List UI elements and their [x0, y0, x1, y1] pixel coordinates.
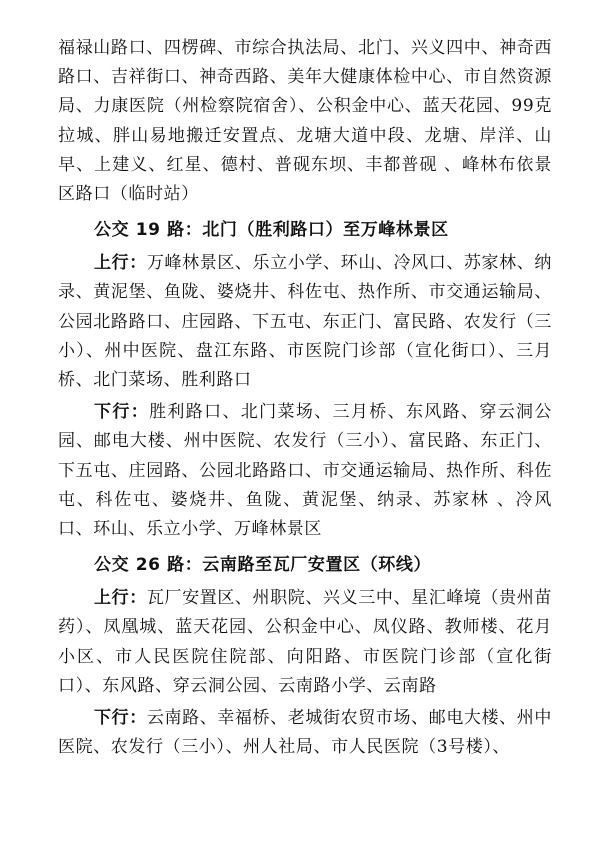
route-19-downward	[58, 398, 552, 544]
route-26-down-stops: 云南路、幸福桥、老城街农贸市场、邮电大楼、州中医院、农发行（三小）、州人社局、市人民医院（3号楼）、	[58, 708, 552, 758]
route-26-downward	[58, 704, 552, 762]
route-19-up-label: 上行：	[94, 253, 147, 274]
route-19-upward	[58, 249, 552, 395]
route-26-up-stops: 瓦厂安置区、州职院、兴义三中、星汇峰境（贵州苗药）、凤凰城、蓝天花园、公积金中心、凤仪路、教师楼、花月小区、市人民医院住院部、向阳路、市医院门诊部（宣化街口）、东风路、穿云洞公园、云南路小学、云南路	[58, 588, 552, 696]
route-19-down-label: 下行：	[94, 402, 150, 423]
route-19-down-stops: 胜利路口、北门菜场、三月桥、东风路、穿云洞公园、邮电大楼、州中医院、农发行（三小）、富民路、东正门、下五屯、庄园路、公园北路路口、市交通运输局、热作所、科佐屯、科佐屯、婆烧井、鱼陇、黄泥堡、纳录、苏家林 、冷风口、环山、乐立小学、万峰林景区	[58, 402, 552, 540]
route-26-upward	[58, 584, 552, 701]
route-26-title: 公交 26 路：云南路至瓦厂安置区（环线）	[94, 555, 432, 576]
intro-stops-paragraph: 福禄山路口、四楞碑、市综合执法局、北门、兴义四中、神奇西路口、吉祥街口、神奇西路、美年大健康体检中心、市自然资源局、力康医院（州检察院宿舍）、公积金中心、蓝天花园、99克拉城、胖山易地搬迁安置点、龙塘大道中段、龙塘、岸洋、山早、上建义、红星、德村、普砚东坝、丰都普砚 、峰林布依景区路口（临时站）	[58, 38, 552, 205]
route-19-section	[58, 215, 552, 544]
route-19-title: 公交 19 路：北门（胜利路口）至万峰林景区	[94, 220, 449, 241]
route-19-up-stops: 万峰林景区、乐立小学、环山、冷风口、苏家林、纳录、黄泥堡、鱼陇、婆烧井、科佐屯、热作所、市交通运输局、公园北路路口、庄园路、下五屯、东正门、富民路、农发行（三小）、州中医院、盘江东路、市医院门诊部（宣化街口）、三月桥、北门菜场、胜利路口	[58, 253, 552, 391]
route-26-section	[58, 550, 552, 762]
route-26-down-label: 下行：	[94, 708, 147, 729]
route-26-up-label: 上行：	[94, 588, 147, 609]
